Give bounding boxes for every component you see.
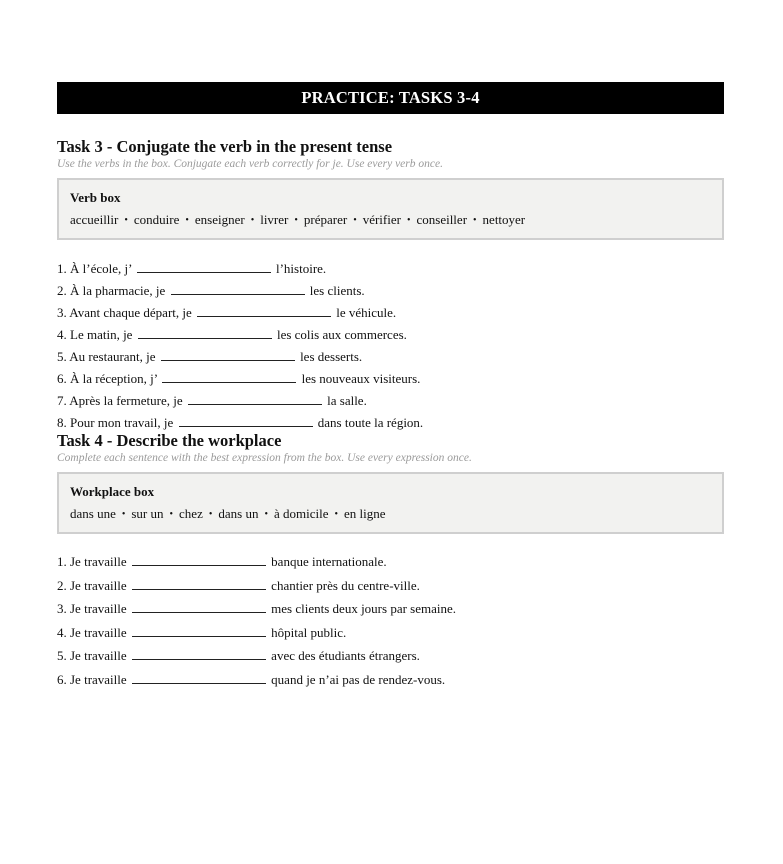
verb-box-separator: • <box>185 215 189 226</box>
verb-box-items <box>70 211 711 229</box>
workplace-box-separator: • <box>169 509 174 520</box>
exercise-item <box>57 391 724 413</box>
verb-box-item: nettoyer <box>482 212 526 227</box>
answer-blank[interactable] <box>138 325 272 339</box>
sentence-end: banque internationale. <box>271 554 387 569</box>
sentence-end: les colis aux commerces. <box>276 327 407 342</box>
task4-instruction: Complete each sentence with the best expression from the box. Use every expression once. <box>57 452 472 464</box>
sentence-start: 7. Après la fermeture, je <box>57 393 183 408</box>
banner-title: PRACTICE: TASKS 3-4 <box>301 88 480 107</box>
answer-blank[interactable] <box>132 670 266 684</box>
sentence-start: 5. Au restaurant, je <box>57 349 156 364</box>
verb-box-separator: • <box>294 215 298 226</box>
sentence-start: 5. Je travaille <box>57 648 127 663</box>
sentence-end: l’histoire. <box>275 261 327 276</box>
answer-blank[interactable] <box>197 303 331 317</box>
verb-box-item: vérifier <box>362 212 401 227</box>
workplace-box-separator: • <box>208 509 213 520</box>
verb-box-title: Verb box <box>70 190 121 205</box>
verb-box-item: enseigner <box>194 212 245 227</box>
sentence-end: hôpital public. <box>271 624 347 640</box>
answer-blank[interactable] <box>188 391 322 405</box>
task3-section <box>57 137 724 435</box>
verb-box-separator: • <box>473 215 477 226</box>
workplace-box-item: sur un <box>131 506 164 521</box>
sentence-end: avec des étudiants étrangers. <box>271 648 420 663</box>
exercise-item <box>57 552 724 576</box>
sentence-end: les clients. <box>309 283 365 298</box>
practice-banner <box>57 82 724 114</box>
sentence-end: la salle. <box>327 393 367 408</box>
exercise-item <box>57 259 724 281</box>
exercise-item <box>57 347 724 369</box>
verb-box-item: préparer <box>303 212 348 227</box>
exercise-item <box>57 623 724 647</box>
sentence-start: 3. Avant chaque départ, je <box>57 305 192 320</box>
sentence-end: le véhicule. <box>336 305 397 320</box>
answer-blank[interactable] <box>162 369 296 383</box>
sentence-start: 4. Le matin, je <box>57 327 133 342</box>
sentence-start: 2. Je travaille <box>57 577 127 593</box>
task3-title: Task 3 - Conjugate the verb in the present tense <box>57 137 393 156</box>
sentence-end: quand je n’ai pas de rendez-vous. <box>271 671 446 687</box>
exercise-item <box>57 599 724 623</box>
verb-box <box>57 178 724 240</box>
exercise-item <box>57 576 724 600</box>
workplace-box-title: Workplace box <box>70 484 155 499</box>
exercise-item <box>57 670 724 694</box>
task4-exercise-list <box>57 552 724 693</box>
verb-box-separator: • <box>124 215 128 226</box>
worksheet-page <box>57 82 724 693</box>
sentence-end: dans toute la région. <box>317 415 424 430</box>
sentence-start: 3. Je travaille <box>57 601 127 616</box>
workplace-box-separator: • <box>334 509 338 520</box>
workplace-box-item: dans un <box>218 506 259 521</box>
answer-blank[interactable] <box>161 347 295 361</box>
answer-blank[interactable] <box>132 623 266 637</box>
sentence-end: chantier près du centre-ville. <box>271 577 420 593</box>
sentence-start: 2. À la pharmacie, je <box>57 283 166 298</box>
sentence-end: les nouveaux visiteurs. <box>301 371 421 386</box>
verb-box-separator: • <box>250 215 255 226</box>
answer-blank[interactable] <box>137 259 271 273</box>
sentence-start: 1. Je travaille <box>57 554 127 569</box>
task3-instruction: Use the verbs in the box. Conjugate each verb correctly for je. Use every verb once. <box>57 158 443 170</box>
answer-blank[interactable] <box>132 576 266 590</box>
answer-blank[interactable] <box>132 599 266 613</box>
sentence-start: 4. Je travaille <box>57 624 127 640</box>
verb-box-item: livrer <box>260 212 289 227</box>
exercise-item <box>57 325 724 347</box>
task3-exercise-list <box>57 259 724 435</box>
sentence-end: les desserts. <box>300 349 363 364</box>
verb-box-item: conduire <box>133 212 180 227</box>
verb-box-item: conseiller <box>416 212 468 227</box>
workplace-box-item: chez <box>179 506 203 521</box>
sentence-start: 8. Pour mon travail, je <box>57 415 174 430</box>
exercise-item <box>57 646 724 670</box>
workplace-box-items <box>70 505 711 523</box>
sentence-start: 6. Je travaille <box>57 671 127 687</box>
workplace-box-item: en ligne <box>344 506 386 521</box>
task4-section <box>57 431 724 693</box>
sentence-end: mes clients deux jours par semaine. <box>271 601 457 616</box>
verb-box-item: accueillir <box>70 212 119 227</box>
exercise-item <box>57 369 724 391</box>
sentence-start: 1. À l’école, j’ <box>57 261 132 276</box>
answer-blank[interactable] <box>132 552 266 566</box>
verb-box-separator: • <box>406 215 411 226</box>
exercise-item <box>57 303 724 325</box>
workplace-box <box>57 472 724 534</box>
answer-blank[interactable] <box>179 413 313 427</box>
answer-blank[interactable] <box>171 281 305 295</box>
task4-title: Task 4 - Describe the workplace <box>57 431 282 450</box>
workplace-box-separator: • <box>121 509 126 520</box>
workplace-box-item: dans une <box>70 506 116 521</box>
sentence-start: 6. À la réception, j’ <box>57 371 158 386</box>
exercise-item <box>57 281 724 303</box>
workplace-box-item: à domicile <box>273 506 329 521</box>
workplace-box-separator: • <box>264 509 268 520</box>
verb-box-separator: • <box>353 215 357 226</box>
answer-blank[interactable] <box>132 646 266 660</box>
